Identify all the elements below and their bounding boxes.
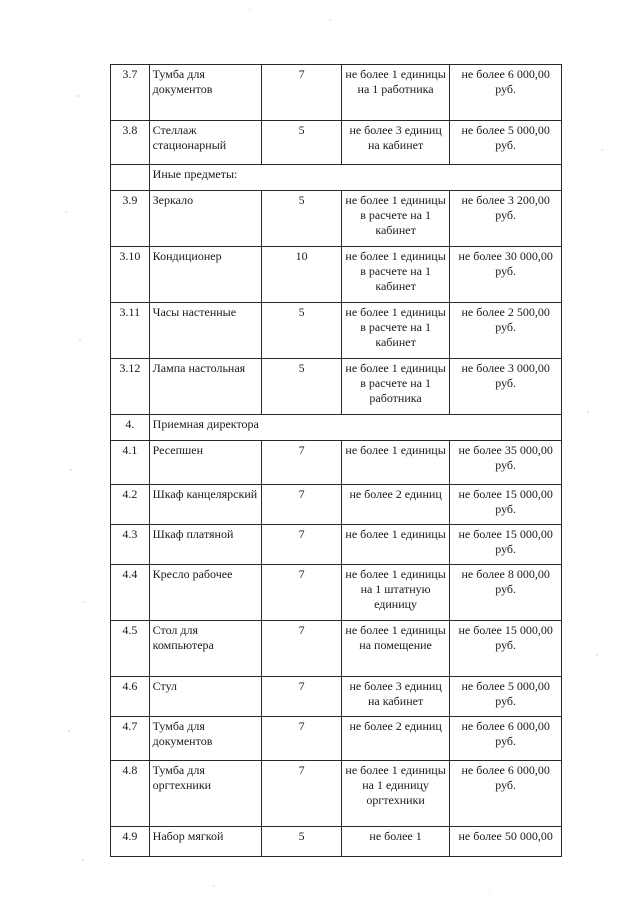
quantity-cell: не более 1 единицы на 1 единицу оргтехники [341, 761, 449, 827]
quantity-cell: не более 1 [341, 827, 449, 857]
table-row [111, 247, 562, 303]
price-cell: не более 50 000,00 [450, 827, 562, 857]
service-years-cell: 5 [262, 303, 341, 359]
quantity-cell: не более 3 единиц на кабинет [341, 121, 449, 165]
row-number-cell [111, 165, 150, 191]
price-cell: не более 15 000,00 руб. [450, 621, 562, 677]
table-row [111, 359, 562, 415]
service-years-cell: 5 [262, 191, 341, 247]
row-number-cell: 3.8 [111, 121, 150, 165]
item-name-cell: Лампа настольная [149, 359, 262, 415]
table-row [111, 441, 562, 485]
item-name-cell: Тумба для документов [149, 65, 262, 121]
row-number-cell: 4.3 [111, 525, 150, 565]
price-cell: не более 6 000,00 руб. [450, 717, 562, 761]
table-row [111, 525, 562, 565]
row-number-cell: 3.11 [111, 303, 150, 359]
quantity-cell: не более 1 единицы в расчете на 1 кабинет [341, 303, 449, 359]
item-name-cell: Кондиционер [149, 247, 262, 303]
quantity-cell: не более 2 единиц [341, 485, 449, 525]
service-years-cell: 7 [262, 565, 341, 621]
furniture-norms-table [110, 64, 562, 857]
item-name-cell: Стул [149, 677, 262, 717]
row-number-cell: 3.9 [111, 191, 150, 247]
table-row [111, 677, 562, 717]
item-name-cell: Часы настенные [149, 303, 262, 359]
quantity-cell: не более 1 единицы в расчете на 1 кабинет [341, 247, 449, 303]
quantity-cell: не более 1 единицы в расчете на 1 работника [341, 359, 449, 415]
service-years-cell: 5 [262, 827, 341, 857]
quantity-cell: не более 1 единицы на 1 работника [341, 65, 449, 121]
quantity-cell: не более 1 единицы на 1 штатную единицу [341, 565, 449, 621]
service-years-cell: 10 [262, 247, 341, 303]
row-number-cell: 3.10 [111, 247, 150, 303]
row-number-cell: 3.12 [111, 359, 150, 415]
price-cell: не более 30 000,00 руб. [450, 247, 562, 303]
price-cell: не более 6 000,00 руб. [450, 761, 562, 827]
quantity-cell: не более 2 единиц [341, 717, 449, 761]
item-name-cell: Шкаф канцелярский [149, 485, 262, 525]
service-years-cell: 7 [262, 761, 341, 827]
service-years-cell: 5 [262, 121, 341, 165]
item-name-cell: Тумба для документов [149, 717, 262, 761]
service-years-cell: 7 [262, 65, 341, 121]
row-number-cell: 4.9 [111, 827, 150, 857]
row-number-cell: 4. [111, 415, 150, 441]
service-years-cell: 7 [262, 441, 341, 485]
item-name-cell: Тумба для оргтехники [149, 761, 262, 827]
service-years-cell: 5 [262, 359, 341, 415]
quantity-cell: не более 1 единицы [341, 525, 449, 565]
table-body [111, 65, 562, 857]
item-name-cell: Зеркало [149, 191, 262, 247]
price-cell: не более 6 000,00 руб. [450, 65, 562, 121]
row-number-cell: 3.7 [111, 65, 150, 121]
table-row [111, 717, 562, 761]
section-row [111, 415, 562, 441]
table-row [111, 303, 562, 359]
price-cell: не более 3 200,00 руб. [450, 191, 562, 247]
item-name-cell: Шкаф платяной [149, 525, 262, 565]
price-cell: не более 35 000,00 руб. [450, 441, 562, 485]
table-row [111, 827, 562, 857]
price-cell: не более 15 000,00 руб. [450, 525, 562, 565]
service-years-cell: 7 [262, 717, 341, 761]
price-cell: не более 5 000,00 руб. [450, 121, 562, 165]
price-cell: не более 2 500,00 руб. [450, 303, 562, 359]
price-cell: не более 8 000,00 руб. [450, 565, 562, 621]
item-name-cell: Стеллаж стационарный [149, 121, 262, 165]
row-number-cell: 4.8 [111, 761, 150, 827]
section-row [111, 165, 562, 191]
price-cell: не более 5 000,00 руб. [450, 677, 562, 717]
row-number-cell: 4.4 [111, 565, 150, 621]
service-years-cell: 7 [262, 525, 341, 565]
table-row [111, 121, 562, 165]
quantity-cell: не более 1 единицы на помещение [341, 621, 449, 677]
price-cell: не более 3 000,00 руб. [450, 359, 562, 415]
row-number-cell: 4.2 [111, 485, 150, 525]
table-row [111, 761, 562, 827]
section-title-cell: Приемная директора [149, 415, 561, 441]
price-cell: не более 15 000,00 руб. [450, 485, 562, 525]
table-row [111, 65, 562, 121]
service-years-cell: 7 [262, 621, 341, 677]
table-row [111, 191, 562, 247]
table-row [111, 485, 562, 525]
item-name-cell: Стол для компьютера [149, 621, 262, 677]
quantity-cell: не более 1 единицы [341, 441, 449, 485]
item-name-cell: Кресло рабочее [149, 565, 262, 621]
service-years-cell: 7 [262, 677, 341, 717]
table-row [111, 621, 562, 677]
row-number-cell: 4.5 [111, 621, 150, 677]
quantity-cell: не более 3 единиц на кабинет [341, 677, 449, 717]
row-number-cell: 4.7 [111, 717, 150, 761]
item-name-cell: Набор мягкой [149, 827, 262, 857]
row-number-cell: 4.6 [111, 677, 150, 717]
table-row [111, 565, 562, 621]
item-name-cell: Ресепшен [149, 441, 262, 485]
service-years-cell: 7 [262, 485, 341, 525]
row-number-cell: 4.1 [111, 441, 150, 485]
quantity-cell: не более 1 единицы в расчете на 1 кабинет [341, 191, 449, 247]
section-title-cell: Иные предметы: [149, 165, 561, 191]
